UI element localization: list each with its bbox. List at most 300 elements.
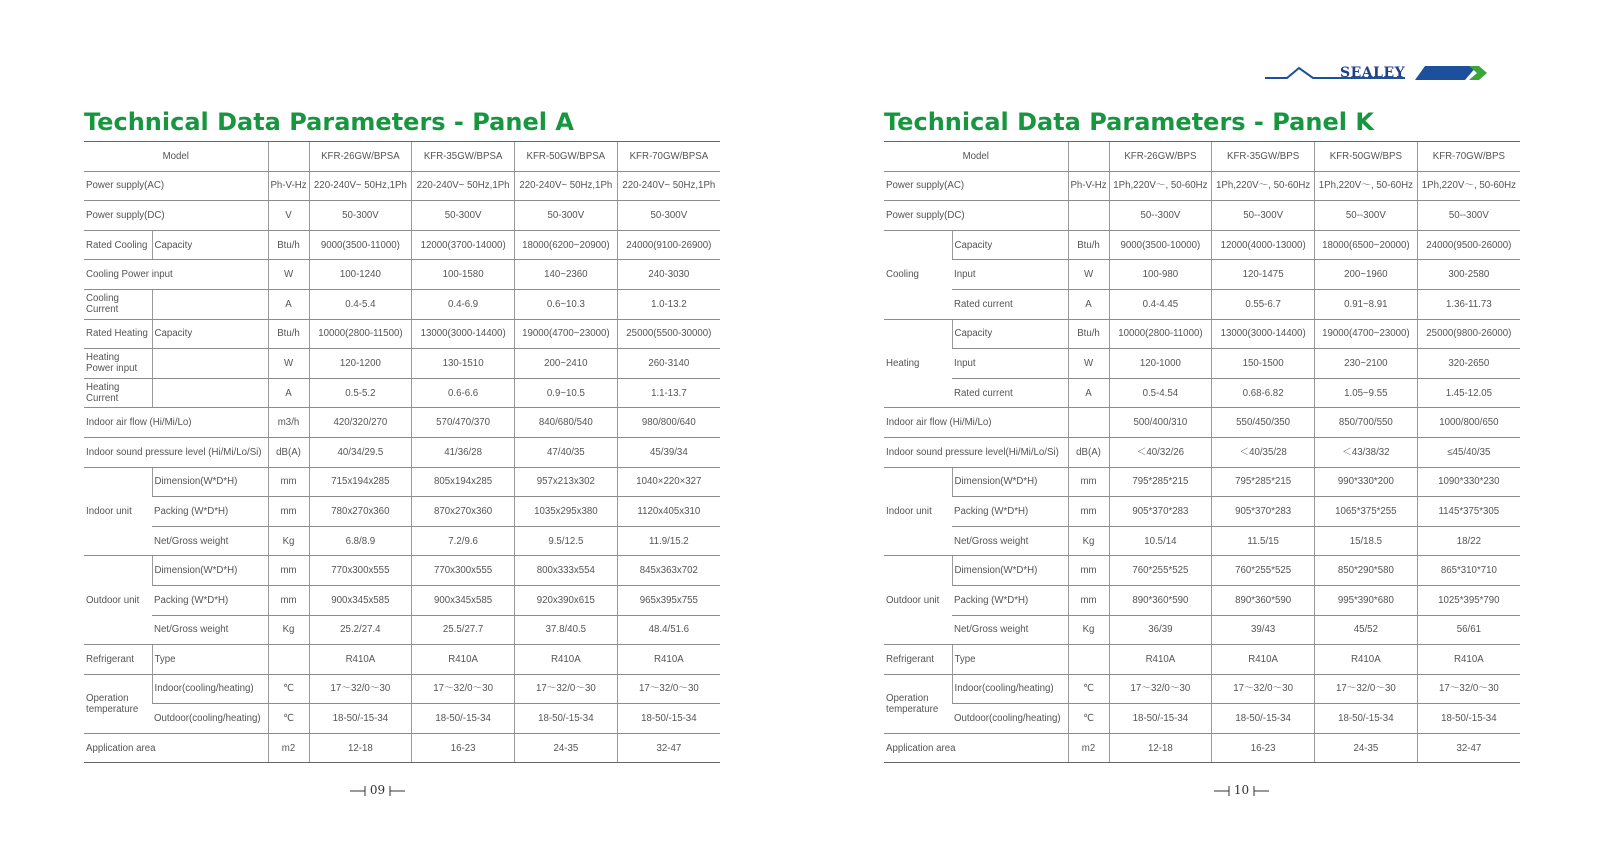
cell-value: 25000(5500-30000) [617, 319, 720, 349]
row-label: Power supply(DC) [84, 201, 268, 231]
cell-value: 18-50/-15-34 [309, 704, 412, 734]
cell-value: 0.55-6.7 [1212, 289, 1315, 319]
row-sublabel: Packing (W*D*H) [152, 497, 268, 527]
row-sublabel: Net/Gross weight [152, 615, 268, 645]
cell-value: R410A [1212, 645, 1315, 675]
row-unit: mm [1068, 556, 1109, 586]
cell-value: 18000(6200~20900) [514, 230, 617, 260]
table-row [884, 289, 1520, 319]
cell-value: 17〜32/0〜30 [617, 674, 720, 704]
table-row [884, 349, 1520, 379]
table-row [84, 674, 720, 704]
row-unit: Kg [1068, 526, 1109, 556]
row-unit: A [268, 289, 309, 319]
cell-value: 1.36-11.73 [1417, 289, 1520, 319]
row-label: Indoor air flow (Hi/Mi/Lo) [884, 408, 1068, 438]
row-label: Indoor air flow (Hi/Mi/Lo) [84, 408, 268, 438]
row-sublabel: Dimension(W*D*H) [952, 556, 1068, 586]
cell-value: 0.9~10.5 [514, 378, 617, 408]
cell-value: 1065*375*255 [1314, 497, 1417, 527]
cell-value: R410A [617, 645, 720, 675]
row-group-label: Operation temperature [884, 674, 952, 733]
table-row [84, 556, 720, 586]
row-unit: Ph-V-Hz [1068, 171, 1109, 201]
row-unit: mm [268, 585, 309, 615]
cell-value: 1Ph,220V〜, 50-60Hz [1109, 171, 1212, 201]
row-group-label: Indoor unit [84, 467, 152, 556]
table-row [884, 585, 1520, 615]
cell-value: 770x300x555 [412, 556, 515, 586]
cell-value: 420/320/270 [309, 408, 412, 438]
header-unit [268, 142, 309, 172]
cell-value: 50-300V [309, 201, 412, 231]
cell-value: 16-23 [412, 733, 515, 763]
logo-blue-arrow [1415, 66, 1477, 80]
cell-value: 19000(4700~23000) [514, 319, 617, 349]
cell-value: 905*370*283 [1109, 497, 1212, 527]
cell-value: 7.2/9.6 [412, 526, 515, 556]
cell-value: 100-980 [1109, 260, 1212, 290]
cell-value: 0.4-6.9 [412, 289, 515, 319]
cell-value: 50--300V [1212, 201, 1315, 231]
row-group-label: Operation temperature [84, 674, 152, 733]
cell-value: R410A [412, 645, 515, 675]
cell-value: 965x395x755 [617, 585, 720, 615]
cell-value: 24000(9100-26900) [617, 230, 720, 260]
cell-value: 18-50/-15-34 [412, 704, 515, 734]
row-unit: Kg [268, 615, 309, 645]
row-sublabel: Type [152, 645, 268, 675]
table-row [84, 260, 720, 290]
row-group-label: Cooling [884, 230, 952, 319]
model-header: KFR-26GW/BPSA [309, 142, 412, 172]
table-row [84, 467, 720, 497]
table-row [884, 408, 1520, 438]
row-sublabel: Rated current [952, 378, 1068, 408]
row-group-label: Outdoor unit [84, 556, 152, 645]
row-sublabel: Capacity [952, 230, 1068, 260]
page-title: Technical Data Parameters - Panel A [84, 108, 574, 136]
row-sublabel: Type [952, 645, 1068, 675]
cell-value: 120-1200 [309, 349, 412, 379]
table-row [84, 319, 720, 349]
table-row [84, 349, 720, 379]
cell-value: 6.8/8.9 [309, 526, 412, 556]
cell-value: 795*285*215 [1212, 467, 1315, 497]
table-row [884, 704, 1520, 734]
cell-value: 39/43 [1212, 615, 1315, 645]
cell-value: 840/680/540 [514, 408, 617, 438]
row-sublabel [152, 378, 268, 408]
cell-value: 0.4-4.45 [1109, 289, 1212, 319]
cell-value: R410A [309, 645, 412, 675]
cell-value: 12000(3700-14000) [412, 230, 515, 260]
row-unit: ℃ [1068, 674, 1109, 704]
cell-value: ＜40/35/28 [1212, 437, 1315, 467]
cell-value: 230~2100 [1314, 349, 1417, 379]
row-label: Cooling Current [84, 289, 152, 319]
cell-value: 19000(4700~23000) [1314, 319, 1417, 349]
row-unit: dB(A) [1068, 437, 1109, 467]
cell-value: 10000(2800-11500) [309, 319, 412, 349]
cell-value: 1.0-13.2 [617, 289, 720, 319]
table-row [84, 378, 720, 408]
table-row [84, 230, 720, 260]
row-sublabel: Packing (W*D*H) [952, 585, 1068, 615]
cell-value: R410A [1109, 645, 1212, 675]
row-unit [1068, 645, 1109, 675]
row-sublabel: Net/Gross weight [952, 526, 1068, 556]
row-unit: W [268, 260, 309, 290]
cell-value: 0.6-6.6 [412, 378, 515, 408]
cell-value: 11.5/15 [1212, 526, 1315, 556]
row-unit: A [1068, 378, 1109, 408]
cell-value: 120-1475 [1212, 260, 1315, 290]
row-sublabel: Dimension(W*D*H) [952, 467, 1068, 497]
row-sublabel: Packing (W*D*H) [152, 585, 268, 615]
header-unit [1068, 142, 1109, 172]
cell-value: 24-35 [1314, 733, 1417, 763]
row-group-label: Outdoor unit [884, 556, 952, 645]
model-header: KFR-35GW/BPSA [412, 142, 515, 172]
cell-value: 56/61 [1417, 615, 1520, 645]
row-label: Application area [84, 733, 268, 763]
cell-value: 130-1510 [412, 349, 515, 379]
cell-value: 24-35 [514, 733, 617, 763]
logo-green-arrow [1469, 66, 1487, 80]
cell-value: 805x194x285 [412, 467, 515, 497]
cell-value: 140~2360 [514, 260, 617, 290]
cell-value: 900x345x585 [412, 585, 515, 615]
page-number-left [350, 783, 405, 797]
cell-value: 0.5-4.54 [1109, 378, 1212, 408]
row-unit [268, 645, 309, 675]
row-unit: W [1068, 260, 1109, 290]
cell-value: 770x300x555 [309, 556, 412, 586]
table-row [884, 171, 1520, 201]
cell-value: 1120x405x310 [617, 497, 720, 527]
cell-value: 957x213x302 [514, 467, 617, 497]
cell-value: ≤45/40/35 [1417, 437, 1520, 467]
table-row [884, 674, 1520, 704]
cell-value: 760*255*525 [1212, 556, 1315, 586]
row-group-label: Indoor unit [884, 467, 952, 556]
cell-value: 870x270x360 [412, 497, 515, 527]
page-number-right [1214, 783, 1269, 797]
cell-value: 10000(2800-11000) [1109, 319, 1212, 349]
cell-value: 850*290*580 [1314, 556, 1417, 586]
table-row [884, 645, 1520, 675]
cell-value: 17〜32/0〜30 [1314, 674, 1417, 704]
page-number-bracket-right [1253, 785, 1269, 797]
cell-value: ＜40/32/26 [1109, 437, 1212, 467]
row-sublabel: Input [952, 260, 1068, 290]
row-unit: A [268, 378, 309, 408]
cell-value: 570/470/370 [412, 408, 515, 438]
row-label: Power supply(AC) [884, 171, 1068, 201]
table-row [84, 704, 720, 734]
page-number-bracket-left [350, 785, 366, 797]
cell-value: 11.9/15.2 [617, 526, 720, 556]
cell-value: 890*360*590 [1109, 585, 1212, 615]
table-row [84, 497, 720, 527]
row-sublabel: Indoor(cooling/heating) [952, 674, 1068, 704]
table-row [84, 437, 720, 467]
page-title: Technical Data Parameters - Panel K [884, 108, 1374, 136]
header-row [884, 142, 1520, 172]
cell-value: 800x333x554 [514, 556, 617, 586]
table-row [884, 467, 1520, 497]
cell-value: 37.8/40.5 [514, 615, 617, 645]
cell-value: 320-2650 [1417, 349, 1520, 379]
cell-value: 1Ph,220V〜, 50-60Hz [1212, 171, 1315, 201]
cell-value: 260-3140 [617, 349, 720, 379]
page-number-text: 10 [1233, 783, 1250, 797]
row-unit [1068, 408, 1109, 438]
cell-value: 100-1580 [412, 260, 515, 290]
row-sublabel: Outdoor(cooling/heating) [952, 704, 1068, 734]
row-label: Refrigerant [84, 645, 152, 675]
row-unit: Btu/h [1068, 230, 1109, 260]
cell-value: 18-50/-15-34 [1212, 704, 1315, 734]
row-label: Indoor sound pressure level(Hi/Mi/Lo/Si) [884, 437, 1068, 467]
cell-value: 10.5/14 [1109, 526, 1212, 556]
cell-value: 18-50/-15-34 [1109, 704, 1212, 734]
cell-value: 200~2410 [514, 349, 617, 379]
row-sublabel [152, 289, 268, 319]
cell-value: 45/52 [1314, 615, 1417, 645]
cell-value: 760*255*525 [1109, 556, 1212, 586]
table-row [884, 437, 1520, 467]
row-unit: mm [268, 497, 309, 527]
cell-value: 1145*375*305 [1417, 497, 1520, 527]
cell-value: 150-1500 [1212, 349, 1315, 379]
row-sublabel: Dimension(W*D*H) [152, 467, 268, 497]
table-row [84, 615, 720, 645]
row-unit: ℃ [268, 674, 309, 704]
table-row [84, 733, 720, 763]
model-header: KFR-70GW/BPSA [617, 142, 720, 172]
cell-value: 47/40/35 [514, 437, 617, 467]
cell-value: 41/36/28 [412, 437, 515, 467]
cell-value: 1.1-13.7 [617, 378, 720, 408]
row-label: Power supply(AC) [84, 171, 268, 201]
spec-table-panel-a [84, 141, 720, 763]
row-sublabel: Net/Gross weight [952, 615, 1068, 645]
table-row [884, 497, 1520, 527]
table-row [884, 378, 1520, 408]
cell-value: 18-50/-15-34 [514, 704, 617, 734]
cell-value: 850/700/550 [1314, 408, 1417, 438]
row-unit: ℃ [1068, 704, 1109, 734]
row-label: Application area [884, 733, 1068, 763]
row-unit: dB(A) [268, 437, 309, 467]
row-unit: Ph-V-Hz [268, 171, 309, 201]
cell-value: 17〜32/0〜30 [309, 674, 412, 704]
cell-value: 900x345x585 [309, 585, 412, 615]
row-label: Cooling Power input [84, 260, 268, 290]
row-unit: A [1068, 289, 1109, 319]
cell-value: 995*390*680 [1314, 585, 1417, 615]
cell-value: 200~1960 [1314, 260, 1417, 290]
row-unit: mm [1068, 585, 1109, 615]
cell-value: ＜43/38/32 [1314, 437, 1417, 467]
cell-value: 18-50/-15-34 [1314, 704, 1417, 734]
cell-value: 795*285*215 [1109, 467, 1212, 497]
logo-brand-text: SEALEY [1340, 65, 1406, 81]
cell-value: 25.2/27.4 [309, 615, 412, 645]
cell-value: 1.45-12.05 [1417, 378, 1520, 408]
table-row [84, 289, 720, 319]
cell-value: 120-1000 [1109, 349, 1212, 379]
table-row [884, 201, 1520, 231]
cell-value: 100-1240 [309, 260, 412, 290]
table-row [84, 201, 720, 231]
cell-value: 9000(3500-11000) [309, 230, 412, 260]
cell-value: 1.05~9.55 [1314, 378, 1417, 408]
cell-value: 48.4/51.6 [617, 615, 720, 645]
header-label: Model [84, 142, 268, 172]
row-group-label: Heating [884, 319, 952, 408]
row-sublabel [152, 349, 268, 379]
cell-value: 32-47 [1417, 733, 1520, 763]
row-unit: V [268, 201, 309, 231]
model-header: KFR-70GW/BPS [1417, 142, 1520, 172]
spec-table-panel-k [884, 141, 1520, 763]
cell-value: 905*370*283 [1212, 497, 1315, 527]
cell-value: 500/400/310 [1109, 408, 1212, 438]
page-number-bracket-right [389, 785, 405, 797]
cell-value: 18/22 [1417, 526, 1520, 556]
header-label: Model [884, 142, 1068, 172]
cell-value: 18000(6500~20000) [1314, 230, 1417, 260]
row-sublabel: Capacity [152, 319, 268, 349]
cell-value: 16-23 [1212, 733, 1315, 763]
row-unit: Kg [268, 526, 309, 556]
table-row [884, 526, 1520, 556]
cell-value: 15/18.5 [1314, 526, 1417, 556]
row-unit: mm [268, 467, 309, 497]
cell-value: 920x390x615 [514, 585, 617, 615]
row-unit: Btu/h [1068, 319, 1109, 349]
cell-value: 980/800/640 [617, 408, 720, 438]
cell-value: 0.5-5.2 [309, 378, 412, 408]
table-row [884, 615, 1520, 645]
row-sublabel: Dimension(W*D*H) [152, 556, 268, 586]
row-unit: W [268, 349, 309, 379]
cell-value: 25000(9800-26000) [1417, 319, 1520, 349]
cell-value: 865*310*710 [1417, 556, 1520, 586]
row-unit: Btu/h [268, 319, 309, 349]
table-row [884, 260, 1520, 290]
cell-value: 13000(3000-14400) [1212, 319, 1315, 349]
cell-value: 17〜32/0〜30 [412, 674, 515, 704]
cell-value: 300-2580 [1417, 260, 1520, 290]
cell-value: 0.91~8.91 [1314, 289, 1417, 319]
row-sublabel: Outdoor(cooling/heating) [152, 704, 268, 734]
table-row [884, 230, 1520, 260]
cell-value: 1025*395*790 [1417, 585, 1520, 615]
cell-value: 25.5/27.7 [412, 615, 515, 645]
cell-value: 50--300V [1314, 201, 1417, 231]
cell-value: 12000(4000-13000) [1212, 230, 1315, 260]
cell-value: 0.4-5.4 [309, 289, 412, 319]
cell-value: 9.5/12.5 [514, 526, 617, 556]
cell-value: 18-50/-15-34 [617, 704, 720, 734]
cell-value: 12-18 [309, 733, 412, 763]
row-unit: mm [1068, 467, 1109, 497]
table-row [84, 408, 720, 438]
row-sublabel: Packing (W*D*H) [952, 497, 1068, 527]
cell-value: 0.68-6.82 [1212, 378, 1315, 408]
cell-value: 1040×220×327 [617, 467, 720, 497]
row-unit [1068, 201, 1109, 231]
cell-value: 17〜32/0〜30 [1212, 674, 1315, 704]
cell-value: 220-240V~ 50Hz,1Ph [514, 171, 617, 201]
cell-value: 240-3030 [617, 260, 720, 290]
cell-value: 845x363x702 [617, 556, 720, 586]
row-sublabel: Net/Gross weight [152, 526, 268, 556]
cell-value: 40/34/29.5 [309, 437, 412, 467]
cell-value: R410A [514, 645, 617, 675]
cell-value: 50-300V [514, 201, 617, 231]
row-unit: m3/h [268, 408, 309, 438]
cell-value: 9000(3500-10000) [1109, 230, 1212, 260]
cell-value: 890*360*590 [1212, 585, 1315, 615]
page-number-text: 09 [369, 783, 386, 797]
table-row [84, 585, 720, 615]
cell-value: 550/450/350 [1212, 408, 1315, 438]
cell-value: 1000/800/650 [1417, 408, 1520, 438]
row-unit: mm [1068, 497, 1109, 527]
row-unit: mm [268, 556, 309, 586]
cell-value: 220-240V~ 50Hz,1Ph [617, 171, 720, 201]
cell-value: 715x194x285 [309, 467, 412, 497]
table-row [884, 733, 1520, 763]
row-sublabel: Capacity [952, 319, 1068, 349]
row-label: Indoor sound pressure level (Hi/Mi/Lo/Si) [84, 437, 268, 467]
cell-value: 1Ph,220V〜, 50-60Hz [1314, 171, 1417, 201]
table-row [884, 319, 1520, 349]
cell-value: 24000(9500-26000) [1417, 230, 1520, 260]
model-header: KFR-50GW/BPS [1314, 142, 1417, 172]
row-label: Heating Current [84, 378, 152, 408]
row-unit: m2 [1068, 733, 1109, 763]
row-unit: W [1068, 349, 1109, 379]
model-header: KFR-35GW/BPS [1212, 142, 1315, 172]
cell-value: 50--300V [1417, 201, 1520, 231]
cell-value: 17〜32/0〜30 [1417, 674, 1520, 704]
row-label: Heating Power input [84, 349, 152, 379]
model-header: KFR-26GW/BPS [1109, 142, 1212, 172]
cell-value: 36/39 [1109, 615, 1212, 645]
cell-value: R410A [1417, 645, 1520, 675]
cell-value: R410A [1314, 645, 1417, 675]
table-row [84, 526, 720, 556]
row-unit: m2 [268, 733, 309, 763]
cell-value: 220-240V~ 50Hz,1Ph [412, 171, 515, 201]
row-unit: Btu/h [268, 230, 309, 260]
cell-value: 13000(3000-14400) [412, 319, 515, 349]
cell-value: 32-47 [617, 733, 720, 763]
cell-value: 18-50/-15-34 [1417, 704, 1520, 734]
cell-value: 1035x295x380 [514, 497, 617, 527]
row-sublabel: Indoor(cooling/heating) [152, 674, 268, 704]
cell-value: 0.6~10.3 [514, 289, 617, 319]
row-unit: ℃ [268, 704, 309, 734]
table-row [84, 645, 720, 675]
cell-value: 1090*330*230 [1417, 467, 1520, 497]
